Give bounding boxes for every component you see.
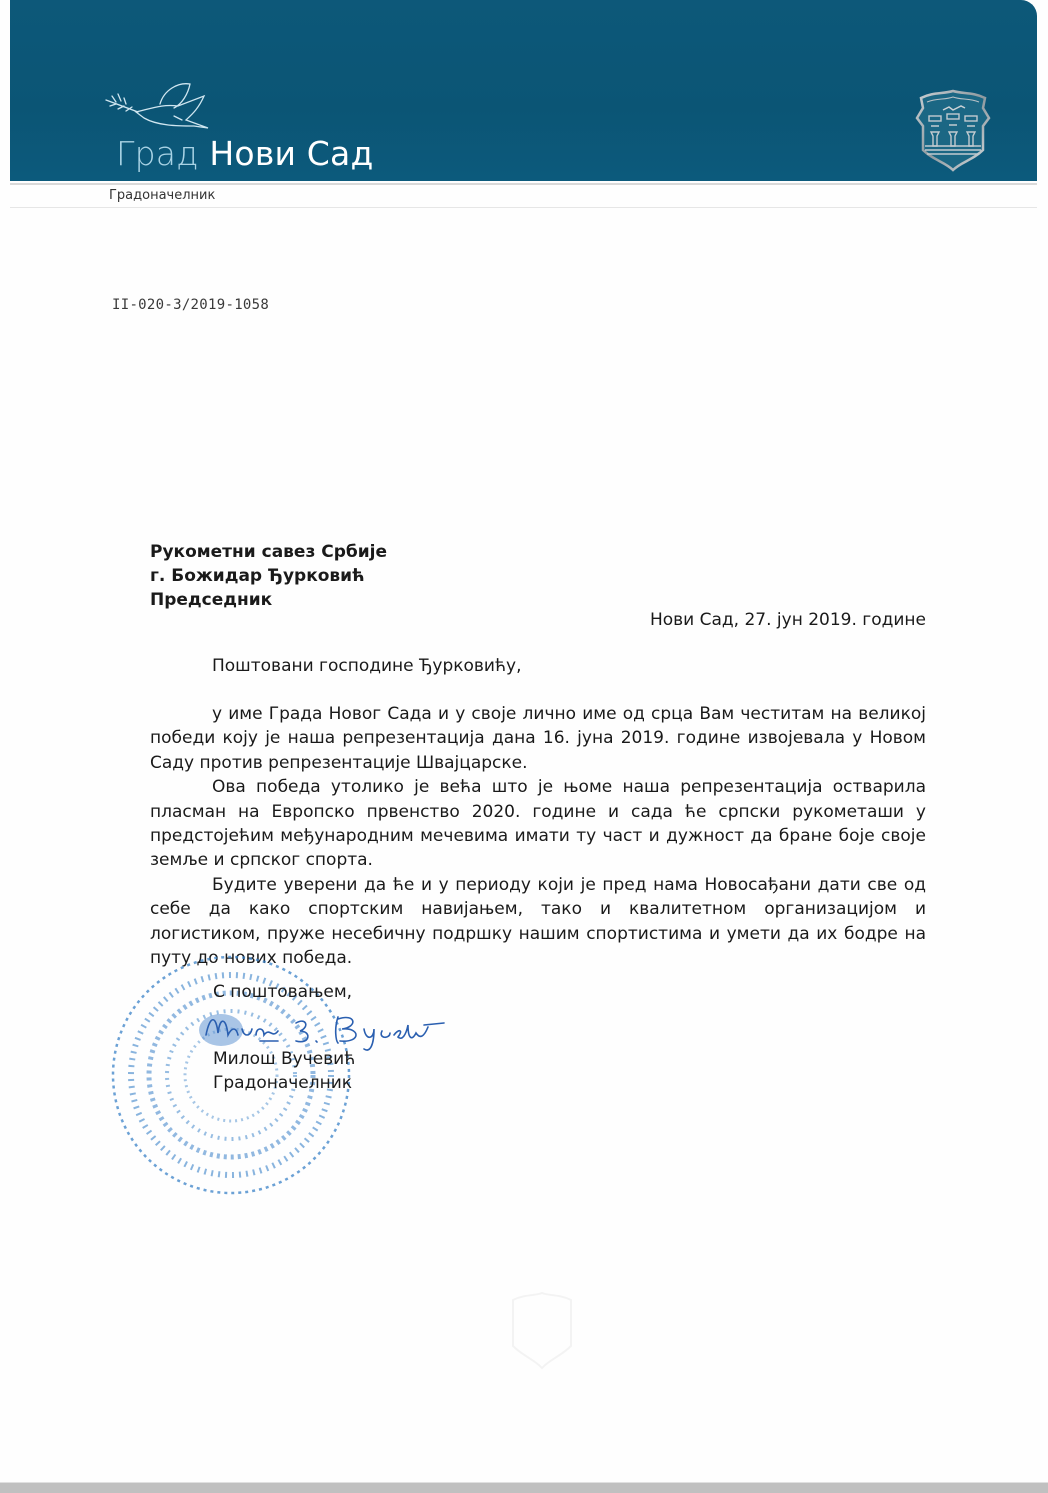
faint-crest-watermark-icon (505, 1290, 580, 1370)
recipient-organization: Рукометни савез Србије (150, 542, 388, 562)
novi-sad-coat-of-arms-icon (913, 88, 993, 173)
body-paragraph: у име Града Новог Сада и у своје лично име од срца Вам честитам на великој победи коју је наша репрезентација дана 16. јуна 2019. године извојевала у Новом Саду против репрезентације Швајцарске. (150, 704, 926, 773)
office-label: Градоначелник (109, 188, 216, 203)
signatory-name: Милош Вучевић (213, 1049, 356, 1069)
reference-number: II-020-3/2019-1058 (112, 297, 270, 313)
letterhead-band (10, 0, 1037, 181)
recipient-title: Председник (150, 590, 273, 610)
signatory-title: Градоначелник (213, 1073, 353, 1093)
brand-city-name: Нови Сад (209, 134, 374, 173)
letterhead-bottom-rule (10, 207, 1037, 208)
recipient-person: г. Божидар Ђурковић (150, 566, 365, 586)
dove-with-olive-branch-icon (98, 82, 233, 134)
salutation: Поштовани господине Ђурковићу, (212, 656, 522, 676)
place-and-date: Нови Сад, 27. јун 2019. године (649, 610, 926, 630)
recipient-block (150, 540, 387, 612)
signatory-block (213, 1047, 355, 1095)
city-brand-title (116, 134, 374, 174)
page-bottom-edge (0, 1482, 1048, 1493)
letterhead-top-rule (10, 183, 1037, 185)
letter-body (150, 702, 926, 970)
body-paragraph: Будите уверени да ће и у периоду који је пред нама Новосађани дати све од себе да како спортским навијањем, тако и квалитетном организацијом и логистиком, пруже несебичну подршку нашим спортистима и умети да их бодре на путу до нових победа. (150, 874, 926, 969)
closing-phrase: С поштовањем, (213, 982, 353, 1002)
body-paragraph: Ова победа утолико је већа што је њоме наша репрезентација остварила пласман на Европско првенство 2020. године и сада ће српски рукометаши у предстојећим међународним мечевима имати ту част и дужност да бране боје своје земље и српског спорта. (150, 777, 926, 871)
brand-word-grad: Град (116, 134, 199, 173)
